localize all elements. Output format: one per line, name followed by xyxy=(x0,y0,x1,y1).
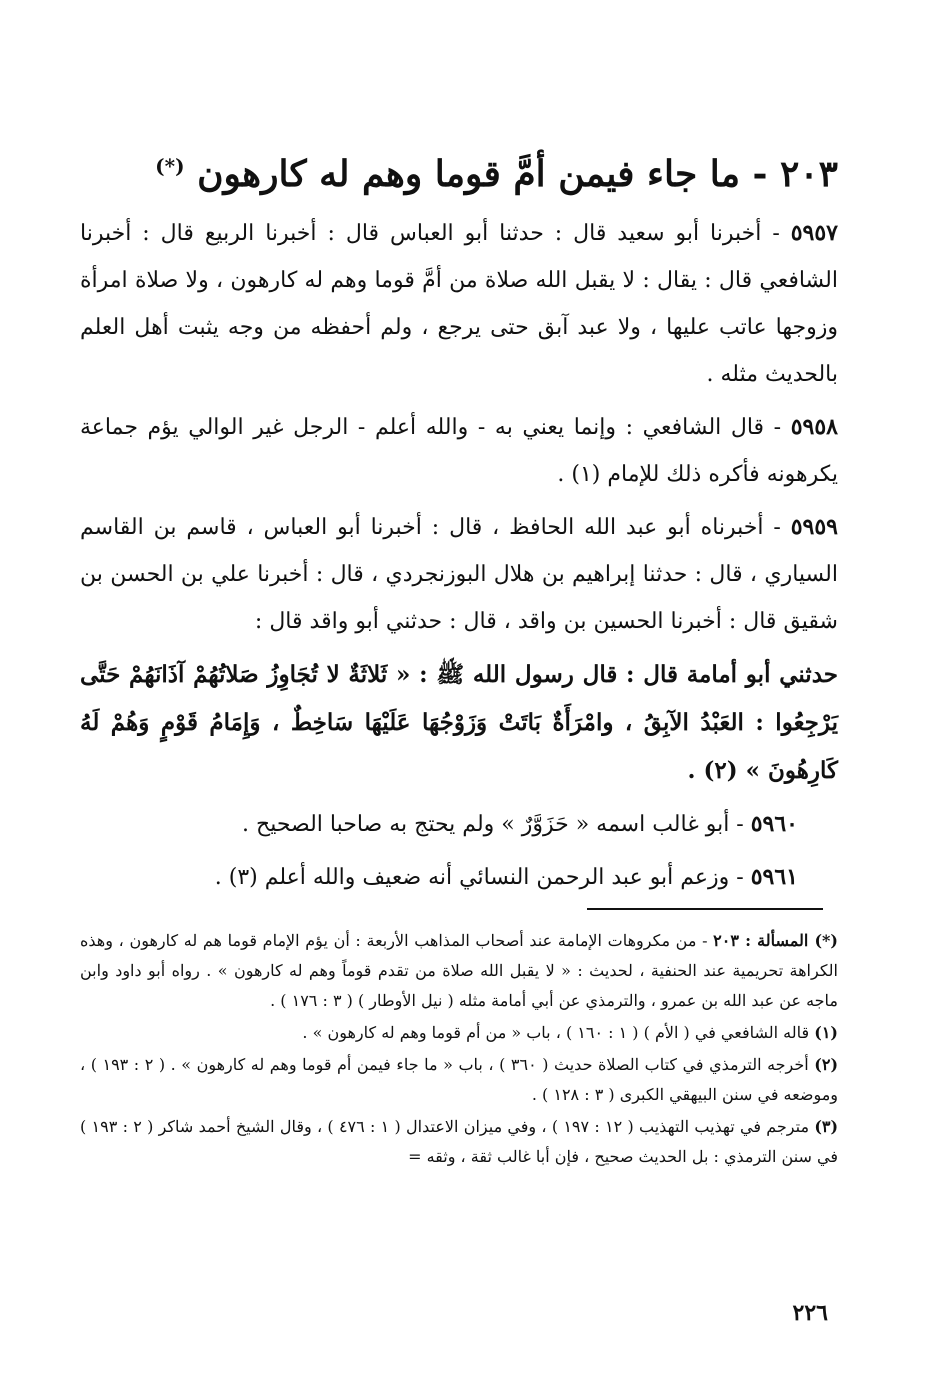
paragraph-number: ٥٩٦٠ xyxy=(750,811,798,837)
hadith-quote: حدثني أبو أمامة قال : قال رسول الله ﷺ : « ثَلاثَةٌ لا تُجَاوِزُ صَلاتُهُمْ آذَانَهُمْ حَتَّى يَرْجِعُوا : العَبْدُ الآبِقُ ، وامْرَأَةٌ بَاتَتْ وَزَوْجُهَا عَلَيْهَا سَاخِطٌ ، وَإِمَامُ قَوْمٍ وَهُمْ لَهُ كَارِهُونَ » (٢) . xyxy=(80,661,838,784)
section-title: ٢٠٣ - ما جاء فيمن أمَّ قوما وهم له كارهون xyxy=(197,153,838,195)
section-heading xyxy=(80,140,838,200)
paragraph-5958 xyxy=(80,404,838,498)
footnote-text: - من مكروهات الإمامة عند أصحاب المذاهب الأربعة : أن يؤم الإمام قوما هم له كارهون ، وهذه الكراهة تحريمية عند الحنفية ، لحديث : « لا يقبل الله صلاة من تقدم قوماً وهم له كارهون » . رواه أبو داود وابن ماجه عن عبد الله بن عمرو ، والترمذي عن أبي أمامة مثله ( نيل الأوطار ) ( ٣ : ١٧٦ ) . xyxy=(80,931,838,1010)
paragraph-text: - أخبرناه أبو عبد الله الحافظ ، قال : أخبرنا أبو العباس ، قاسم بن القاسم السياري ، قال : حدثنا إبراهيم بن هلال البوزنجردي ، قال : أخبرنا علي بن الحسن بن شقيق قال : أخبرنا الحسين بن واقد ، قال : حدثني أبو واقد قال : xyxy=(80,515,838,634)
footnote-label: (٢) xyxy=(814,1055,839,1074)
paragraph-number: ٥٩٦١ xyxy=(750,864,798,890)
paragraph-number: ٥٩٥٧ xyxy=(790,220,838,246)
paragraph-5957 xyxy=(80,210,838,398)
footnote-label: (*) المسألة : ٢٠٣ xyxy=(713,931,838,950)
paragraph-number: ٥٩٥٩ xyxy=(790,514,838,540)
footnote-label: (١) xyxy=(814,1023,838,1042)
footnote-divider xyxy=(587,908,823,910)
heading-footnote-marker: (*) xyxy=(155,154,185,178)
footnote-star xyxy=(80,926,838,1016)
footnote-text: أخرجه الترمذي في كتاب الصلاة حديث ( ٣٦٠ ) ، باب « ما جاء فيمن أم قوما وهم له كارهون » . ( ٢ : ١٩٣ ) ، وموضعه في سنن البيهقي الكبرى ( ٣ : ١٢٨ ) . xyxy=(80,1055,838,1104)
paragraph-5961 xyxy=(80,854,838,901)
footnote-label: (٣) xyxy=(814,1117,839,1136)
paragraph-5959 xyxy=(80,504,838,645)
page-number: ٢٢٦ xyxy=(792,1300,828,1326)
footnotes xyxy=(80,926,838,1174)
footnote-text: قاله الشافعي في ( الأم ) ( ١ : ١٦٠ ) ، باب « من أم قوما وهم له كارهون » . xyxy=(302,1023,815,1042)
footnote-2 xyxy=(80,1050,838,1110)
paragraph-text: - أبو غالب اسمه « حَزَوَّرٌ » ولم يحتج به صاحبا الصحيح . xyxy=(242,812,751,837)
paragraph-number: ٥٩٥٨ xyxy=(790,414,838,440)
paragraph-text: - وزعم أبو عبد الرحمن النسائي أنه ضعيف والله أعلم (٣) . xyxy=(214,865,751,890)
paragraph-5960 xyxy=(80,801,838,848)
paragraph-text: - أخبرنا أبو سعيد قال : حدثنا أبو العباس قال : أخبرنا الربيع قال : أخبرنا الشافعي قال : يقال : لا يقبل الله صلاة من أمَّ قوما وهم له كارهون ، ولا صلاة امرأة وزوجها عاتب عليها ، ولا عبد آبق حتى يرجع ، ولم أحفظه من وجه يثبت أهل العلم بالحديث مثله . xyxy=(80,221,838,387)
footnote-text: مترجم في تهذيب التهذيب ( ١٢ : ١٩٧ ) ، وفي ميزان الاعتدال ( ١ : ٤٧٦ ) ، وقال الشيخ أحمد شاكر ( ٢ : ١٩٣ ) في سنن الترمذي : بل الحديث صحيح ، فإن أبا غالب ثقة ، وثقه = xyxy=(80,1117,838,1166)
paragraph-text: - قال الشافعي : وإنما يعني به - والله أعلم - الرجل غير الوالي يؤم جماعة يكرهونه فأكره ذلك للإمام (١) . xyxy=(80,415,838,487)
main-text xyxy=(80,210,838,907)
footnote-3 xyxy=(80,1112,838,1172)
footnote-1 xyxy=(80,1018,838,1048)
